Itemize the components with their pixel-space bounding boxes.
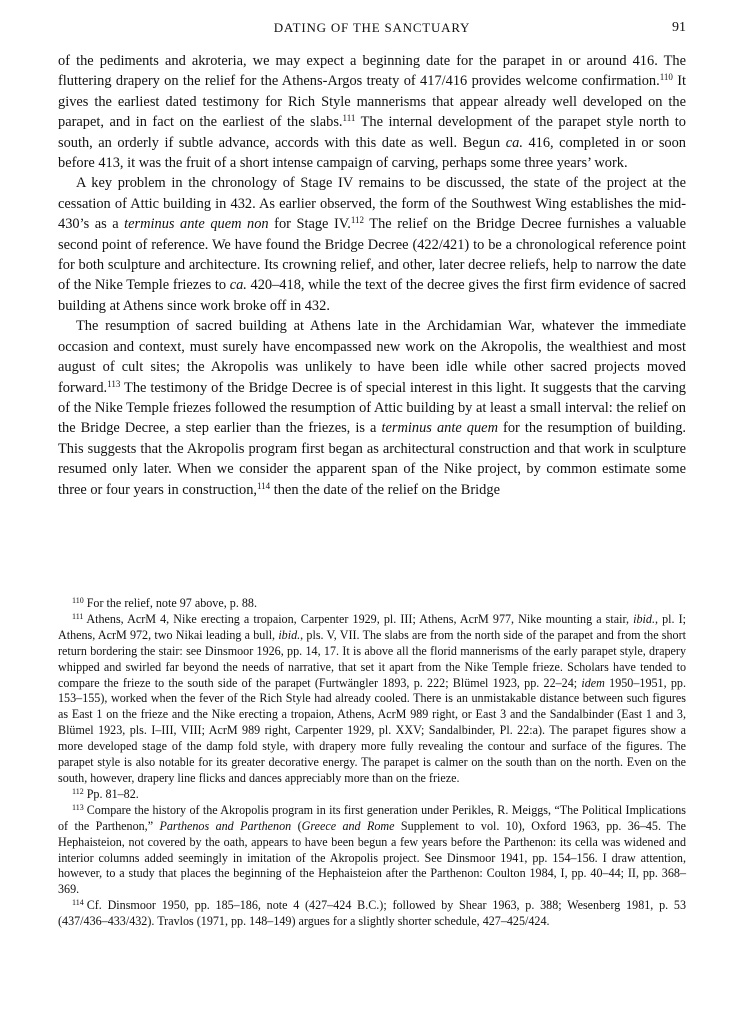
page-header — [58, 20, 686, 42]
text-run: Supplement to vol. 10), Oxford 1963, pp. 36–45. The Hephaisteion, not covered by the oath, appears to have been begun a few years before the Parthenon: its cella was widened and interior columns added seemingly in imitation of the Akropolis project. See Dinsmoor 1941, pp. 154–156. I draw attention, however, to a study that places the beginning of the Hephaisteion after the Parthenon: Coulton 1984, I, pp. 40–44; II, pp. 368–369. — [58, 818, 686, 897]
footnote-number: 110 — [72, 596, 84, 605]
text-run: The resumption of sacred building at Athens late in the Archidamian War, whatever the immediate occasion and context, must surely have encompassed new work on the Akropolis, the wealthiest and most august of cult sites; the Akropolis was unlikely to have been idle while other sacred projects moved forward. — [58, 318, 686, 396]
footnotes — [58, 596, 686, 930]
main-text — [58, 51, 686, 500]
text-run: The relief on the Bridge Decree furnishes a valuable second point of reference. We have found the Bridge Decree (422/421) to be a chronological reference point for both sculpture and architecture. Its crowning relief, and other, later decree reliefs, help to narrow the date of the Nike Temple friezes to — [58, 216, 686, 294]
page-number: 91 — [672, 20, 686, 35]
text-run: for Stage IV. — [268, 216, 351, 233]
text-run: , pl. I; Athens, AcrM 972, two Nikai leading a bull, — [58, 611, 686, 642]
italic-text: Greece and Rome — [301, 818, 395, 833]
footnote-number: 111 — [72, 611, 84, 621]
text-run: Cf. Dinsmoor 1950, pp. 185–186, note 4 (427–424 B.C.); followed by Shear 1963, p. 388; Wesenberg 1981, p. 53 (437/436–433/432). Travlos (1971, pp. 148–149) argues for a slightly shorter schedule, 427–425/424. — [58, 898, 686, 929]
footnote-number: 114 — [72, 898, 84, 908]
text-run: The testimony of the Bridge Decree is of special interest in this light. It suggests that the carving of the Nike Temple friezes followed the resumption of Attic building by at least a small interval: the relief on the Bridge Decree, a step earlier than the friezes, is a — [58, 379, 686, 437]
text-run: 420–418, while the text of the decree gives the first firm evidence of sacred building at Athens since work broke off in 432. — [58, 277, 686, 314]
footnote-ref: 114 — [257, 480, 271, 491]
footnote-111 — [58, 612, 686, 787]
text-run: It gives the earliest dated testimony for Rich Style mannerisms that appear already well developed on the parapet, and in fact on the earliest of the slabs. — [58, 73, 686, 131]
text-run: The internal development of the parapet style north to south, an orderly if subtle advance, accords with this date as well. Begun — [58, 114, 687, 151]
footnote-ref: 112 — [350, 215, 365, 226]
text-run: For the relief, note 97 above, p. 88. — [86, 596, 257, 610]
italic-text: idem — [581, 675, 605, 690]
italic-text: ibid. — [633, 611, 655, 626]
text-run: for the resumption of building. This suggests that the Akropolis program first began as architectural construction and that work in sculpture resumed only later. When we consider the apparent span of the Nike project, by common estimate some three or four years in construction, — [58, 420, 687, 498]
footnote-114 — [58, 898, 686, 930]
footnote-ref: 113 — [107, 378, 121, 389]
text-run: , pls. V, VII. The slabs are from the north side of the parapet and from the short return bordering the stair: see Dinsmoor 1926, pp. 14, 17. It is above all the florid mannerisms of the early parapet style, drapery whipped and swirled far beyond the needs of narrative, that set it apart from the Nike Temple frieze. Scholars have tended to compare the frieze to the south side of the parapet (Furtwängler 1893, p. 222; Blümel 1923, pp. 22–24; — [58, 627, 686, 690]
text-run: Compare the history of the Akropolis program in its first generation under Perikles, R. Meiggs, “The Political Implications of the Parthenon,” — [58, 802, 686, 833]
text-run: Athens, AcrM 4, Nike erecting a tropaion, Carpenter 1929, pl. III; Athens, AcrM 977, Nike mounting a stair, — [86, 611, 634, 626]
text-run: Pp. 81–82. — [86, 786, 139, 801]
text-run: of the pediments and akroteria, we may expect a beginning date for the parapet in or around 416. The fluttering drapery on the relief for the Athens-Argos treaty of 417/416 provides welcome confirmation. — [58, 53, 686, 90]
italic-text: ca. — [229, 277, 247, 294]
footnote-110 — [58, 596, 686, 612]
italic-text: terminus ante quem non — [124, 216, 269, 233]
footnote-number: 112 — [72, 786, 84, 796]
italic-text: terminus ante quem — [381, 420, 498, 437]
paragraph-2 — [58, 173, 686, 316]
text-run: 416, completed in or soon before 413, it was the fruit of a short intense campaign of carving, perhaps some three years’ work. — [58, 134, 687, 172]
italic-text: ibid. — [278, 627, 301, 642]
text-run: 1950–1951, pp. 153–155), worked when the fever of the Rich Style had already cooled. There is an unmistakable distance between such figures as East 1 on the frieze and the Nike erecting a tropaion, Athens, AcrM 989 right, or East 3 and the Sandalbinder (East 1 and 3, Blümel 1923, pls. I–III, VIII; AcrM 989 right, Carpenter 1929, pl. XXV; Sandalbinder, Pl. 22:a). The parapet figures show a more developed stage of the damp fold style, with drapery more fully revealing the contour and surface of the figures. The parapet style is also notable for its greater decorative energy. The parapet is calmer on the south than on the north. Even on the south, however, drapery line flicks and dances appreciably more than on the frieze. — [58, 675, 686, 785]
text-run: then the date of the relief on the Bridge — [270, 481, 500, 498]
paragraph-1 — [58, 51, 686, 173]
footnote-ref: 111 — [342, 113, 356, 124]
italic-text: ca. — [505, 134, 523, 151]
text-run: A key problem in the chronology of Stage IV remains to be discussed, the state of the project at the cessation of Attic building in 432. As earlier observed, the form of the Southwest Wing establishes the mid-430’s as a — [58, 175, 686, 233]
text-run: ( — [291, 818, 302, 833]
footnote-113 — [58, 803, 686, 898]
footnote-number: 113 — [72, 802, 84, 812]
italic-text: Parthenos and Parthenon — [159, 818, 292, 833]
footnote-112 — [58, 787, 686, 803]
paragraph-3 — [58, 316, 686, 500]
footnote-ref: 110 — [659, 72, 673, 83]
running-head: DATING OF THE SANCTUARY — [273, 20, 471, 35]
